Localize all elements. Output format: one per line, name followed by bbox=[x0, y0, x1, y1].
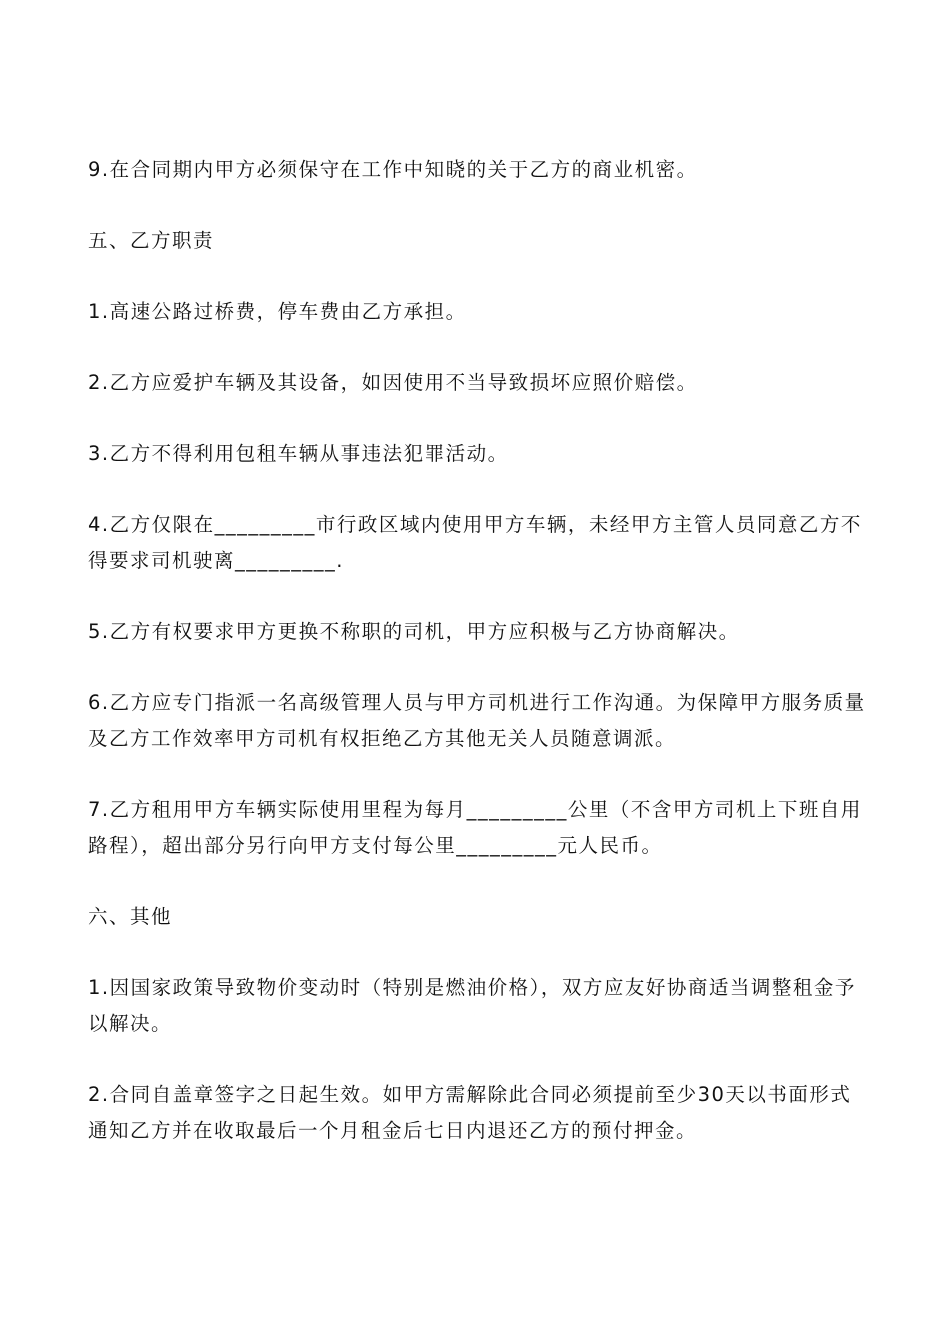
section-heading-5: 五、乙方职责 bbox=[88, 229, 215, 252]
clause-4-9: 9.在合同期内甲方必须保守在工作中知晓的关于乙方的商业机密。 bbox=[88, 158, 698, 181]
clause-5-2: 2.乙方应爱护车辆及其设备，如因使用不当导致损坏应照价赔偿。 bbox=[88, 371, 698, 394]
clause-5-1: 1.高速公路过桥费，停车费由乙方承担。 bbox=[88, 300, 467, 323]
clause-5-4: 4.乙方仅限在_________市行政区域内使用甲方车辆，未经甲方主管人员同意乙方不得要求司机驶离_________. bbox=[88, 513, 862, 572]
clause-5-5: 5.乙方有权要求甲方更换不称职的司机，甲方应积极与乙方协商解决。 bbox=[88, 620, 740, 643]
clause-5-3: 3.乙方不得利用包租车辆从事违法犯罪活动。 bbox=[88, 442, 509, 465]
section-heading-6: 六、其他 bbox=[88, 905, 173, 928]
clause-5-6: 6.乙方应专门指派一名高级管理人员与甲方司机进行工作沟通。为保障甲方服务质量及乙方工作效率甲方司机有权拒绝乙方其他无关人员随意调派。 bbox=[88, 691, 866, 750]
clause-6-2: 2.合同自盖章签字之日起生效。如甲方需解除此合同必须提前至少30天以书面形式通知乙方并在收取最后一个月租金后七日内退还乙方的预付押金。 bbox=[88, 1083, 852, 1142]
clause-6-1: 1.因国家政策导致物价变动时（特别是燃油价格），双方应友好协商适当调整租金予以解决。 bbox=[88, 976, 856, 1035]
document-page bbox=[88, 152, 868, 1184]
clause-5-7: 7.乙方租用甲方车辆实际使用里程为每月_________公里（不含甲方司机上下班自用路程），超出部分另行向甲方支付每公里_________元人民币。 bbox=[88, 798, 862, 857]
